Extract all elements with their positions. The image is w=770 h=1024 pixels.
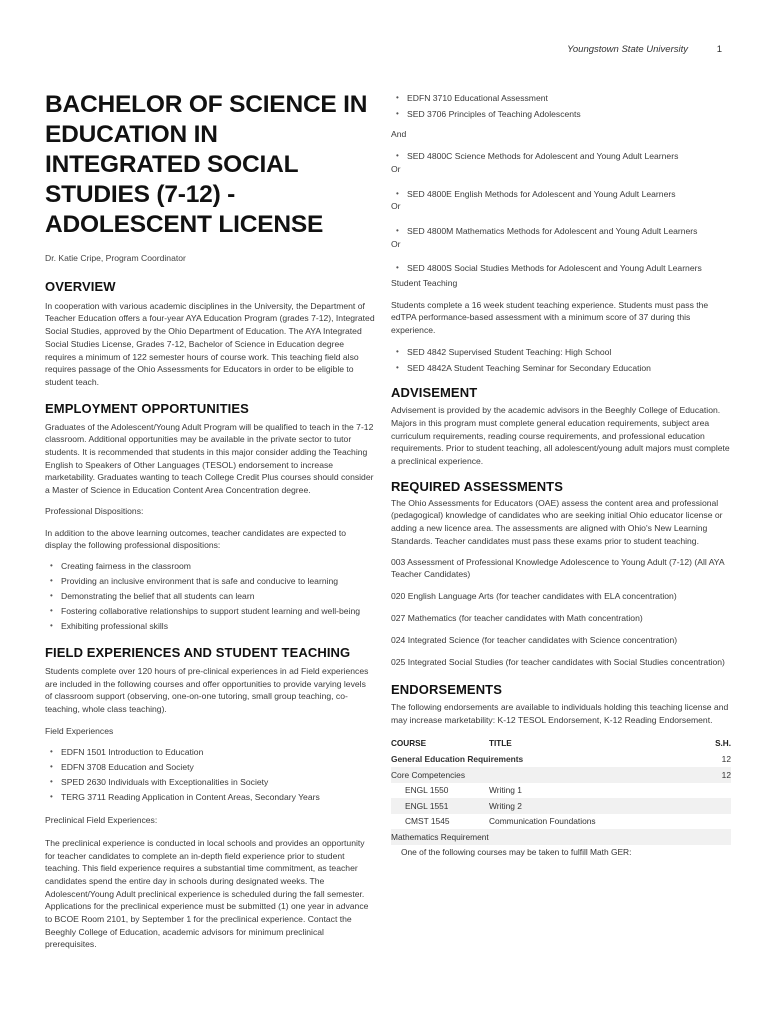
list-item: • SED 4800C Science Methods for Adolescent and Young Adult Learners (391, 150, 731, 163)
endorsements-heading: ENDORSEMENTS (391, 681, 502, 697)
dispositions-label: Professional Dispositions: (45, 505, 144, 516)
advisement-text: Advisement is provided by the academic advisors in the Beeghly College of Education. Majors in this program must complete general education requirements, subject area curriculum requirements, reading course requirements, and professional education requirements. Prior to student teaching, all adolescent/young adult majors must complete a preclinical experience. (391, 405, 730, 467)
list-item: • SED 4800M Mathematics Methods for Adolescent and Young Adult Learners (391, 225, 731, 238)
list-item: • Exhibiting professional skills (45, 620, 375, 633)
course-title: Writing 2 (489, 800, 522, 811)
field-text: Students complete over 120 hours of pre-clinical experiences in ad Field experiences are included in the following courses and offer opportunities to provide varying levels of classroom support (observing, one-on-one tutoring, small group teaching, co-teaching, whole class teaching). (45, 666, 369, 715)
list-item: • TERG 3711 Reading Application in Content Areas, Secondary Years (45, 791, 375, 804)
employment-heading: EMPLOYMENT OPPORTUNITIES (45, 400, 249, 416)
course-table (391, 736, 731, 860)
assessment-item: 025 Integrated Social Studies (for teacher candidates with Social Studies concentration) (391, 657, 725, 668)
university-name: Youngstown State University (567, 44, 688, 55)
column-header-course: COURSE (391, 739, 427, 749)
assessment-item: 003 Assessment of Professional Knowledge Adolescence to Young Adult (7-12) (All AYA Teacher Candidates) (391, 556, 725, 580)
core-label: Core Competencies (391, 769, 466, 780)
dispositions-list (45, 560, 375, 633)
page-header (0, 44, 770, 58)
course-code: CMST 1545 (405, 816, 450, 827)
course-title: Writing 1 (489, 785, 522, 796)
course-sh (701, 814, 731, 830)
field-experiences-label: Field Experiences (45, 725, 114, 736)
table-row (391, 829, 731, 845)
right-column (391, 92, 731, 860)
or-label: Or (391, 238, 401, 249)
gen-ed-label: General Education Requirements (391, 754, 524, 765)
methods-list-1 (391, 150, 731, 163)
table-header-row (391, 736, 731, 752)
list-item: • SED 4800E English Methods for Adolescent and Young Adult Learners (391, 188, 731, 201)
methods-list-2 (391, 188, 731, 201)
student-teaching-list (391, 346, 731, 374)
program-coordinator: Dr. Katie Cripe, Program Coordinator (45, 253, 186, 263)
preclinical-label: Preclinical Field Experiences: (45, 815, 158, 826)
field-courses-list (45, 746, 375, 805)
or-label: Or (391, 163, 401, 174)
table-row (391, 783, 731, 799)
table-row (391, 767, 731, 783)
and-label: And (391, 129, 407, 140)
table-row (391, 845, 731, 861)
methods-list-3 (391, 225, 731, 238)
overview-heading: OVERVIEW (45, 278, 116, 294)
preclinical-text: The preclinical experience is conducted in local schools and provides an opportunity for teacher candidates to complete an in-depth field experience prior to student teaching. This field experience requires a substantial time commitment, as teacher candidates spend the entire day in schools during designated weeks. The Adolescent/Young Adult preclinical experience is scheduled during the fall semester. Applications for the preclinical experience must be submitted (1) one year in advance to BCOE Room 2101, by September 1 for the preclinical experience. Contact the Beeghly College of Education, academic advisors for minimum preclinical prerequisites. (45, 837, 369, 950)
table-row (391, 798, 731, 814)
column-header-sh: S.H. (715, 739, 731, 749)
assessment-item: 027 Mathematics (for teacher candidates with Math concentration) (391, 612, 643, 623)
assessments-text: The Ohio Assessments for Educators (OAE) assess the content area and professional (pedagogical) knowledge of candidates who are seeking initial Ohio educator license or adding a new licence area. The assessments are aligned with Ohio's New Learning Standards. Teacher candidates must pass these exams prior to student teaching. (391, 497, 723, 546)
endorsements-text: The following endorsements are available to individuals holding this teaching license and may increase marketability: K-12 TESOL Endorsement, K-12 Reading Endorsement. (391, 701, 729, 725)
list-item: • SED 4800S Social Studies Methods for Adolescent and Young Adult Learners (391, 262, 731, 275)
list-item: • Creating fairness in the classroom (45, 560, 375, 573)
student-teaching-text: Students complete a 16 week student teaching experience. Students must pass the edTPA performance-based assessment with a minimum score of 37 during this experience. (391, 299, 709, 336)
course-sh (701, 798, 731, 814)
list-item: • EDFN 3708 Education and Society (45, 761, 375, 774)
assessment-item: 024 Integrated Science (for teacher candidates with Science concentration) (391, 635, 678, 646)
advisement-heading: ADVISEMENT (391, 385, 478, 401)
list-item: • Fostering collaborative relationships to support student learning and well-being (45, 605, 375, 618)
table-row (391, 814, 731, 830)
list-item: • SED 3706 Principles of Teaching Adolescents (391, 108, 731, 121)
list-item: • Demonstrating the belief that all students can learn (45, 590, 375, 603)
page-title: BACHELOR OF SCIENCE IN EDUCATION IN INTEGRATED SOCIAL STUDIES (7-12) - ADOLESCENT LICENSE (45, 91, 368, 238)
dispositions-intro: In addition to the above learning outcomes, teacher candidates are expected to display the following professional dispositions: (45, 527, 346, 551)
field-heading: FIELD EXPERIENCES AND STUDENT TEACHING (45, 645, 351, 661)
employment-text: Graduates of the Adolescent/Young Adult Program will be qualified to teach in the 7-12 classroom. Additional opportunities may be available in the private sector to tutor students. It is recommended that students in this major consider adding the Teaching English to Speakers of Other Languages (TESOL) endorsement to increase marketability. Graduates wanting to teach College Credit Plus courses should consider a Master of Science in Education Content Area Concentration degree. (45, 421, 374, 496)
core-sh: 12 (721, 769, 731, 780)
column-header-title: TITLE (489, 739, 512, 749)
math-note: One of the following courses may be taken to fulfill Math GER: (401, 847, 632, 858)
list-item: • Providing an inclusive environment that is safe and conducive to learning (45, 575, 375, 588)
table-row (391, 752, 731, 768)
page-number: 1 (716, 44, 722, 55)
list-item: • SPED 2630 Individuals with Exceptionalities in Society (45, 776, 375, 789)
assessment-item: 020 English Language Arts (for teacher candidates with ELA concentration) (391, 590, 677, 601)
gen-ed-sh: 12 (721, 754, 731, 765)
or-label: Or (391, 201, 401, 212)
student-teaching-label: Student Teaching (391, 278, 458, 289)
math-label: Mathematics Requirement (391, 831, 489, 842)
methods-list-4 (391, 262, 731, 275)
list-item: • SED 4842A Student Teaching Seminar for Secondary Education (391, 362, 731, 375)
overview-text: In cooperation with various academic disciplines in the University, the Department of Teacher Education offers a four-year AYA Education Program (grades 7-12), Integrated Social Studies, approved by the Ohio Department of Education. The AYA Integrated Social Studies License, Grades 7-12, Bachelor of Science in Education degree requires a minimum of 122 semester hours of course work. This teaching field also requires passage of the Ohio Assessments for Educators in order to be eligible to student teach. (45, 300, 375, 387)
assessment-courses-list (391, 92, 731, 120)
assessments-heading: REQUIRED ASSESSMENTS (391, 478, 563, 494)
list-item: • SED 4842 Supervised Student Teaching: High School (391, 346, 731, 359)
course-sh (701, 783, 731, 799)
course-code: ENGL 1550 (405, 785, 449, 796)
course-code: ENGL 1551 (405, 800, 449, 811)
list-item: • EDFN 3710 Educational Assessment (391, 92, 731, 105)
course-title: Communication Foundations (489, 816, 596, 827)
left-column (45, 90, 375, 951)
list-item: • EDFN 1501 Introduction to Education (45, 746, 375, 759)
